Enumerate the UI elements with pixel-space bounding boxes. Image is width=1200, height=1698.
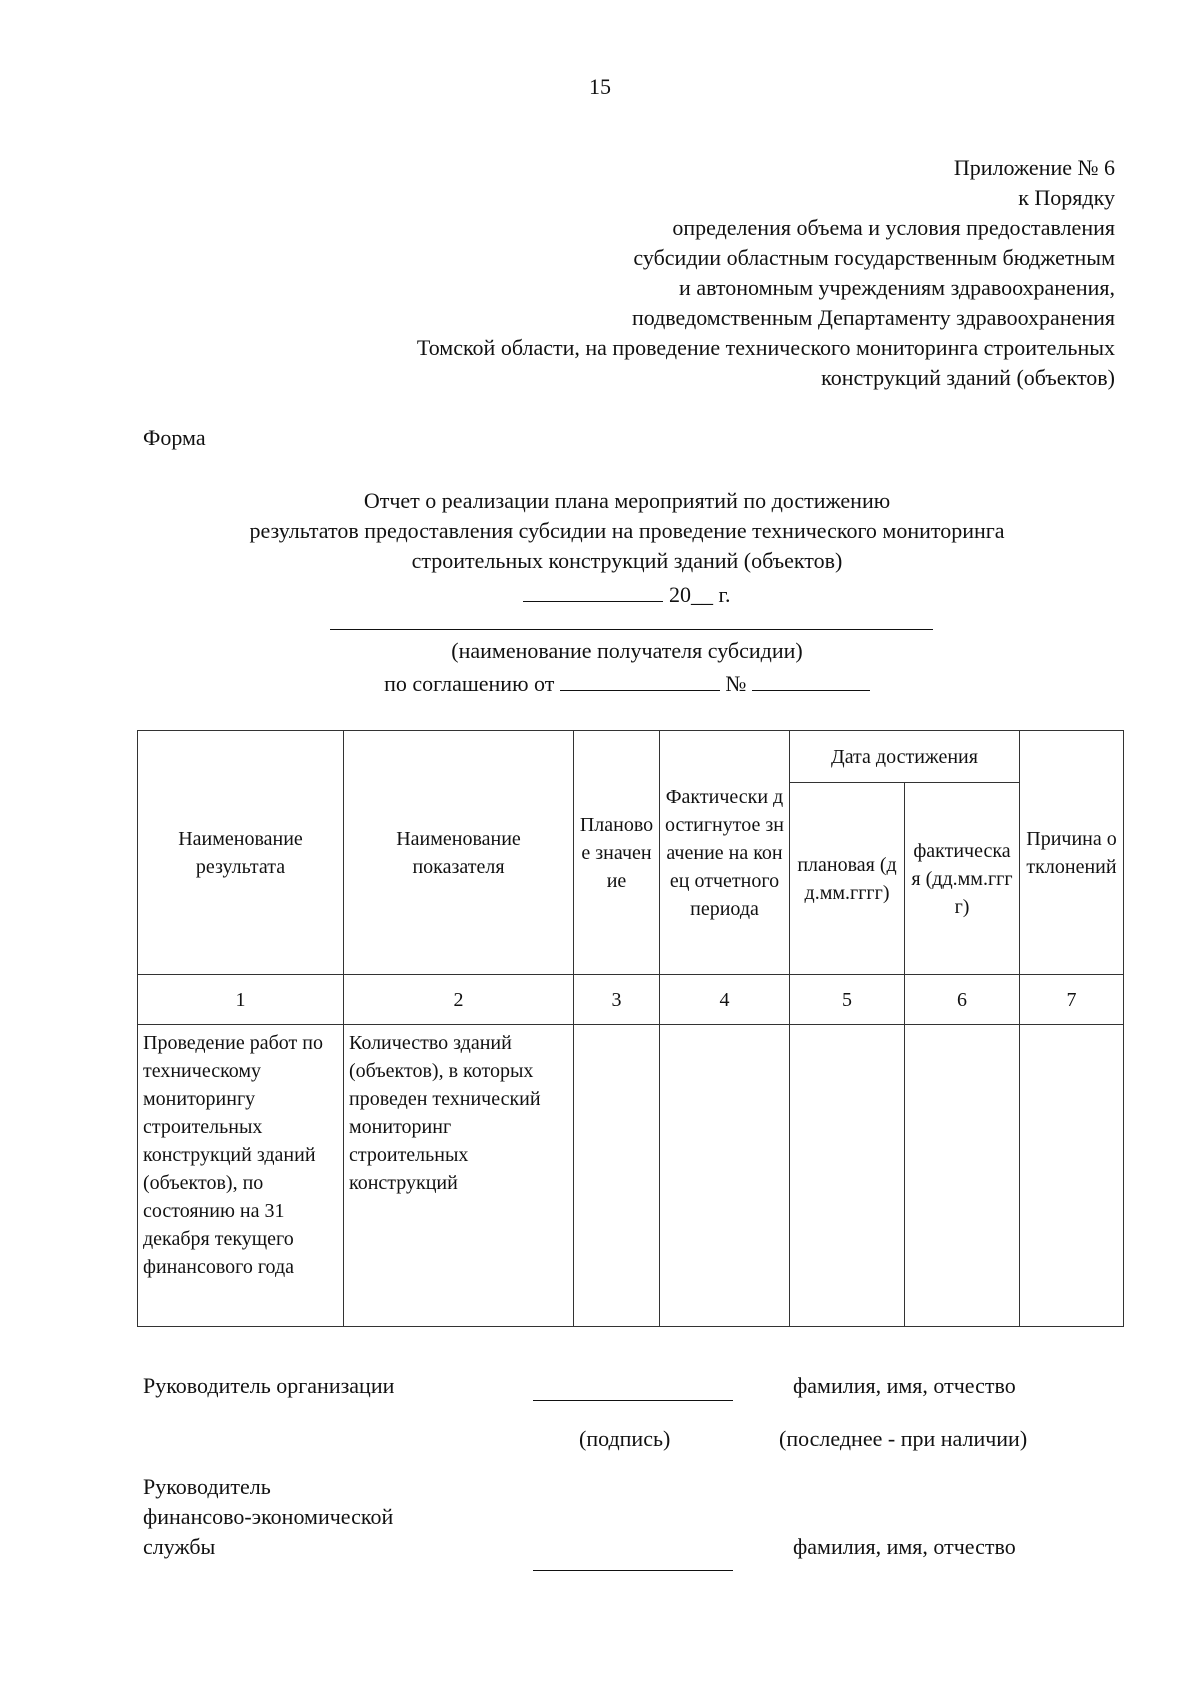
header-date-actual: фактическая (дд.мм.гггг) [905,783,1020,975]
signature-caption: (подпись) [579,1426,671,1451]
header-result-name: Наименование результата [138,731,344,975]
appendix-line: конструкций зданий (объектов) [821,365,1115,390]
appendix-line: определения объема и условия предоставления [672,215,1115,240]
period-year: 20__ г. [668,582,731,607]
head-finance-label-1: Руководитель [143,1474,271,1499]
agreement-line [0,668,1200,697]
cell-date-actual[interactable] [905,1025,1020,1327]
report-table [137,730,1124,1327]
appendix-line: субсидии областным государственным бюджетным [633,245,1115,270]
number-sign: № [725,671,747,696]
page-number: 15 [589,74,611,99]
head-finance-fio: фамилия, имя, отчество [793,1534,1016,1559]
head-finance-signature-line[interactable] [533,1569,733,1571]
cell-planned[interactable] [574,1025,660,1327]
table-row [138,1025,1124,1327]
head-org-signature-line[interactable] [533,1399,733,1401]
agreement-number-blank[interactable] [752,668,870,691]
cell-result: Проведение работ по техническому мониторингу строительных конструкций зданий (объектов), по состоянию на 31 декабря текущего финансового года [138,1025,344,1327]
recipient-caption: (наименование получателя субсидии) [451,638,803,663]
form-label: Форма [143,425,206,450]
recipient-line[interactable] [330,629,933,630]
appendix-line: Приложение № 6 [953,155,1115,180]
header-actual-value: Фактически достигнутое значение на конец отчетного периода [660,731,790,975]
cell-reason[interactable] [1020,1025,1124,1327]
report-period [0,579,1200,608]
header-deviation-reasons: Причина отклонений [1020,731,1124,975]
column-number: 3 [574,975,660,1025]
head-org-label: Руководитель организации [143,1373,395,1398]
appendix-header [417,153,1115,393]
header-date-planned: плановая (дд.мм.гггг) [790,783,905,975]
title-line-3: строительных конструкций зданий (объектов) [411,548,843,573]
agreement-date-blank[interactable] [560,668,720,691]
column-number: 6 [905,975,1020,1025]
agreement-prefix: по соглашению от [384,671,555,696]
header-achievement-date: Дата достижения [790,731,1020,783]
column-number: 2 [344,975,574,1025]
cell-actual[interactable] [660,1025,790,1327]
cell-indicator: Количество зданий (объектов), в которых проведен технический мониторинг строительных конструкций [344,1025,574,1327]
header-planned-value: Плановое значение [574,731,660,975]
appendix-line: и автономным учреждениям здравоохранения, [679,275,1115,300]
period-blank[interactable] [523,579,663,602]
column-number: 5 [790,975,905,1025]
title-line-1: Отчет о реализации плана мероприятий по достижению [363,488,891,513]
head-finance-label-3: службы [143,1534,216,1559]
title-line-2: результатов предоставления субсидии на проведение технического мониторинга [249,518,1005,543]
column-number: 4 [660,975,790,1025]
appendix-line: подведомственным Департаменту здравоохранения [631,305,1115,330]
head-finance-label-2: финансово-экономической [143,1504,394,1529]
column-number: 1 [138,975,344,1025]
appendix-line: Томской области, на проведение технического мониторинга строительных [416,335,1115,360]
column-number: 7 [1020,975,1124,1025]
header-indicator-name: Наименование показателя [344,731,574,975]
report-title [0,486,1200,576]
cell-date-planned[interactable] [790,1025,905,1327]
patronymic-note: (последнее - при наличии) [779,1426,1028,1451]
head-org-fio: фамилия, имя, отчество [793,1373,1016,1398]
appendix-line: к Порядку [1018,185,1115,210]
